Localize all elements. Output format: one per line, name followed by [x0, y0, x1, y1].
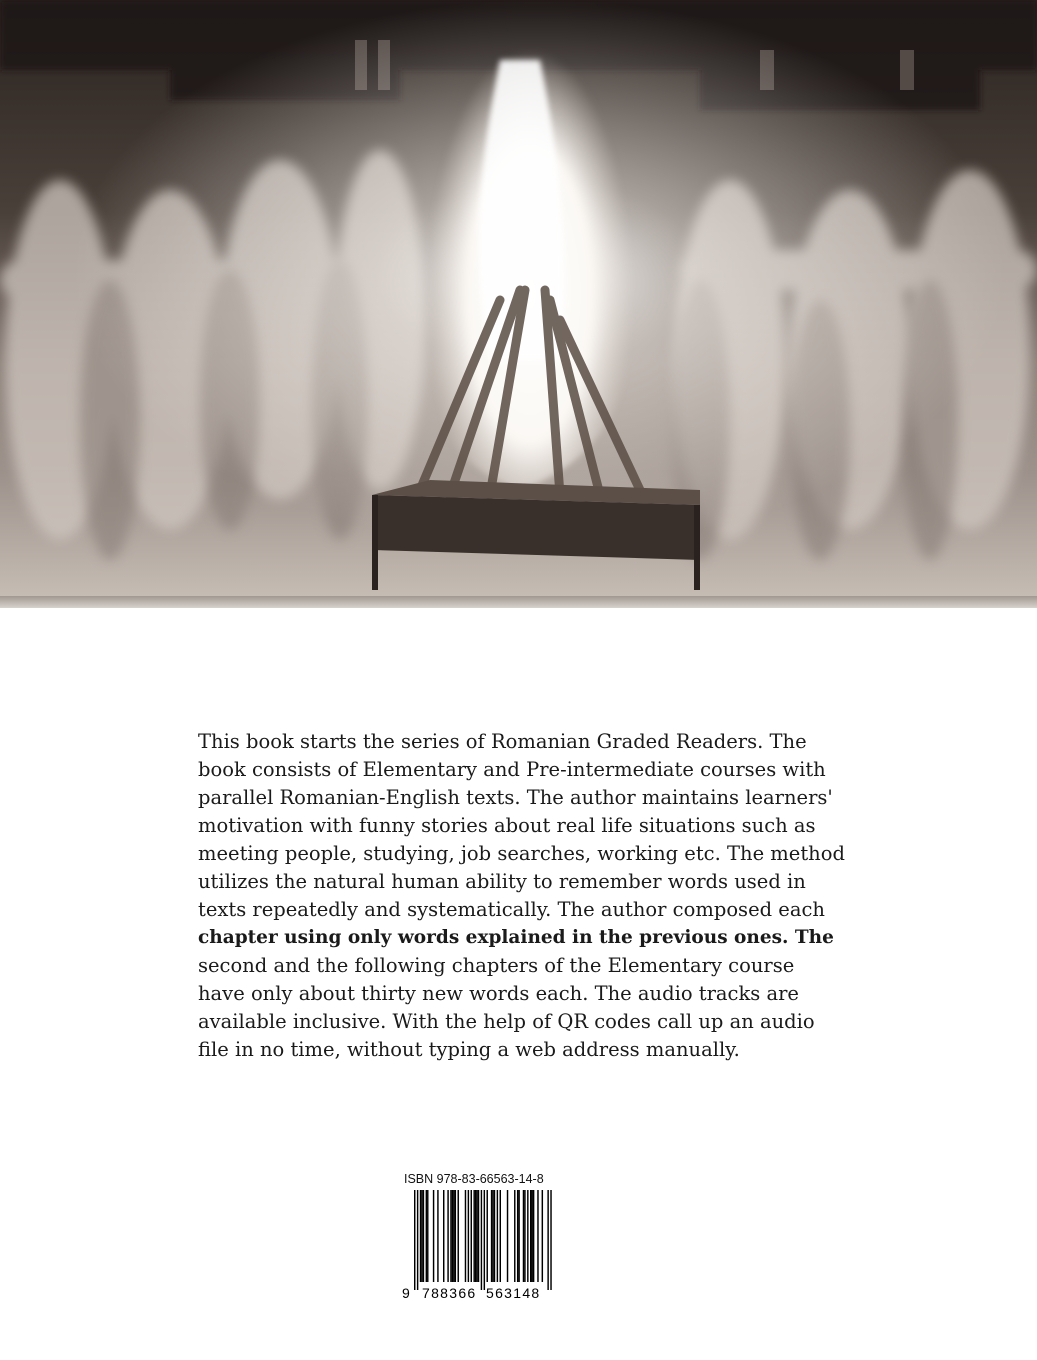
barcode-bar [476, 1190, 477, 1282]
barcode-bar [421, 1190, 422, 1282]
blurb-line: chapter using only words explained in the previous ones. The [198, 927, 834, 948]
barcode-bar [455, 1190, 456, 1282]
barcode-bar [443, 1190, 444, 1282]
blurb-line: book consists of Elementary and Pre-intermediate courses with [198, 758, 826, 781]
barcode-bar [530, 1190, 531, 1282]
barcode-bar [450, 1190, 451, 1282]
barcode-digits-left: 788366 [422, 1285, 477, 1301]
cover-photo [0, 0, 1037, 608]
barcode-bar [426, 1190, 427, 1282]
barcode-bar [494, 1190, 495, 1282]
barcode-bar [487, 1190, 488, 1282]
back-cover-blurb [198, 728, 898, 1064]
barcode-bar [478, 1190, 479, 1282]
barcode-bar [420, 1190, 421, 1282]
barcode-bar [484, 1190, 485, 1290]
barcode-bar [452, 1190, 453, 1282]
blurb-line: This book starts the series of Romanian Graded Readers. The [198, 730, 807, 753]
barcode-bar [531, 1190, 532, 1282]
barcode-bar [433, 1190, 434, 1282]
blurb-line: file in no time, without typing a web address manually. [198, 1038, 740, 1061]
barcode-bar [475, 1190, 476, 1282]
photo-bottom-edge [0, 596, 1037, 608]
barcode-bar [542, 1190, 543, 1282]
barcode-bar [491, 1190, 492, 1282]
barcode-icon [402, 1190, 562, 1302]
barcode-bar [471, 1190, 472, 1282]
barcode-bar [465, 1190, 466, 1282]
barcode-bar [427, 1190, 428, 1282]
barcode-bar [417, 1190, 418, 1290]
barcode-bar [523, 1190, 524, 1282]
barcode-bar [414, 1190, 415, 1290]
barcode-bar [473, 1190, 474, 1282]
blurb-line: meeting people, studying, job searches, working etc. The method [198, 842, 845, 865]
isbn-label: ISBN 978-83-66563-14-8 [404, 1172, 544, 1186]
barcode-bar [423, 1190, 424, 1282]
blurb-line: utilizes the natural human ability to remember words used in [198, 870, 806, 893]
barcode-bar [500, 1190, 501, 1282]
barcode-bar [507, 1190, 508, 1282]
blurb-line: texts repeatedly and systematically. The author composed each [198, 898, 825, 921]
barcode-bar [517, 1190, 518, 1282]
blurb-line: motivation with funny stories about real life situations such as [198, 814, 816, 837]
isbn-barcode-block [402, 1172, 562, 1304]
barcode-bar [458, 1190, 459, 1282]
barcode-bar [514, 1190, 515, 1282]
blurb-line: have only about thirty new words each. The audio tracks are [198, 982, 799, 1005]
barcode-bar [437, 1190, 438, 1282]
blurb-line: available inclusive. With the help of QR codes call up an audio [198, 1010, 815, 1033]
barcode-bar [527, 1190, 528, 1282]
barcode-bar [524, 1190, 525, 1282]
barcode-bar [468, 1190, 469, 1282]
barcode-bar [518, 1190, 519, 1282]
barcode-digit-first: 9 [402, 1285, 410, 1301]
blurb-line: second and the following chapters of the Elementary course [198, 954, 795, 977]
barcode-bar [550, 1190, 551, 1290]
barcode-bar [447, 1190, 448, 1282]
barcode-bar [492, 1190, 493, 1282]
barcode-bar [497, 1190, 498, 1282]
barcode-digits-right: 563148 [486, 1285, 541, 1301]
barcode-bar [481, 1190, 482, 1290]
barcode-bar [547, 1190, 548, 1290]
barcode-bar [453, 1190, 454, 1282]
barcode-bar [533, 1190, 534, 1282]
barcode-bar [537, 1190, 538, 1282]
blurb-line: parallel Romanian-English texts. The author maintains learners' [198, 786, 833, 809]
